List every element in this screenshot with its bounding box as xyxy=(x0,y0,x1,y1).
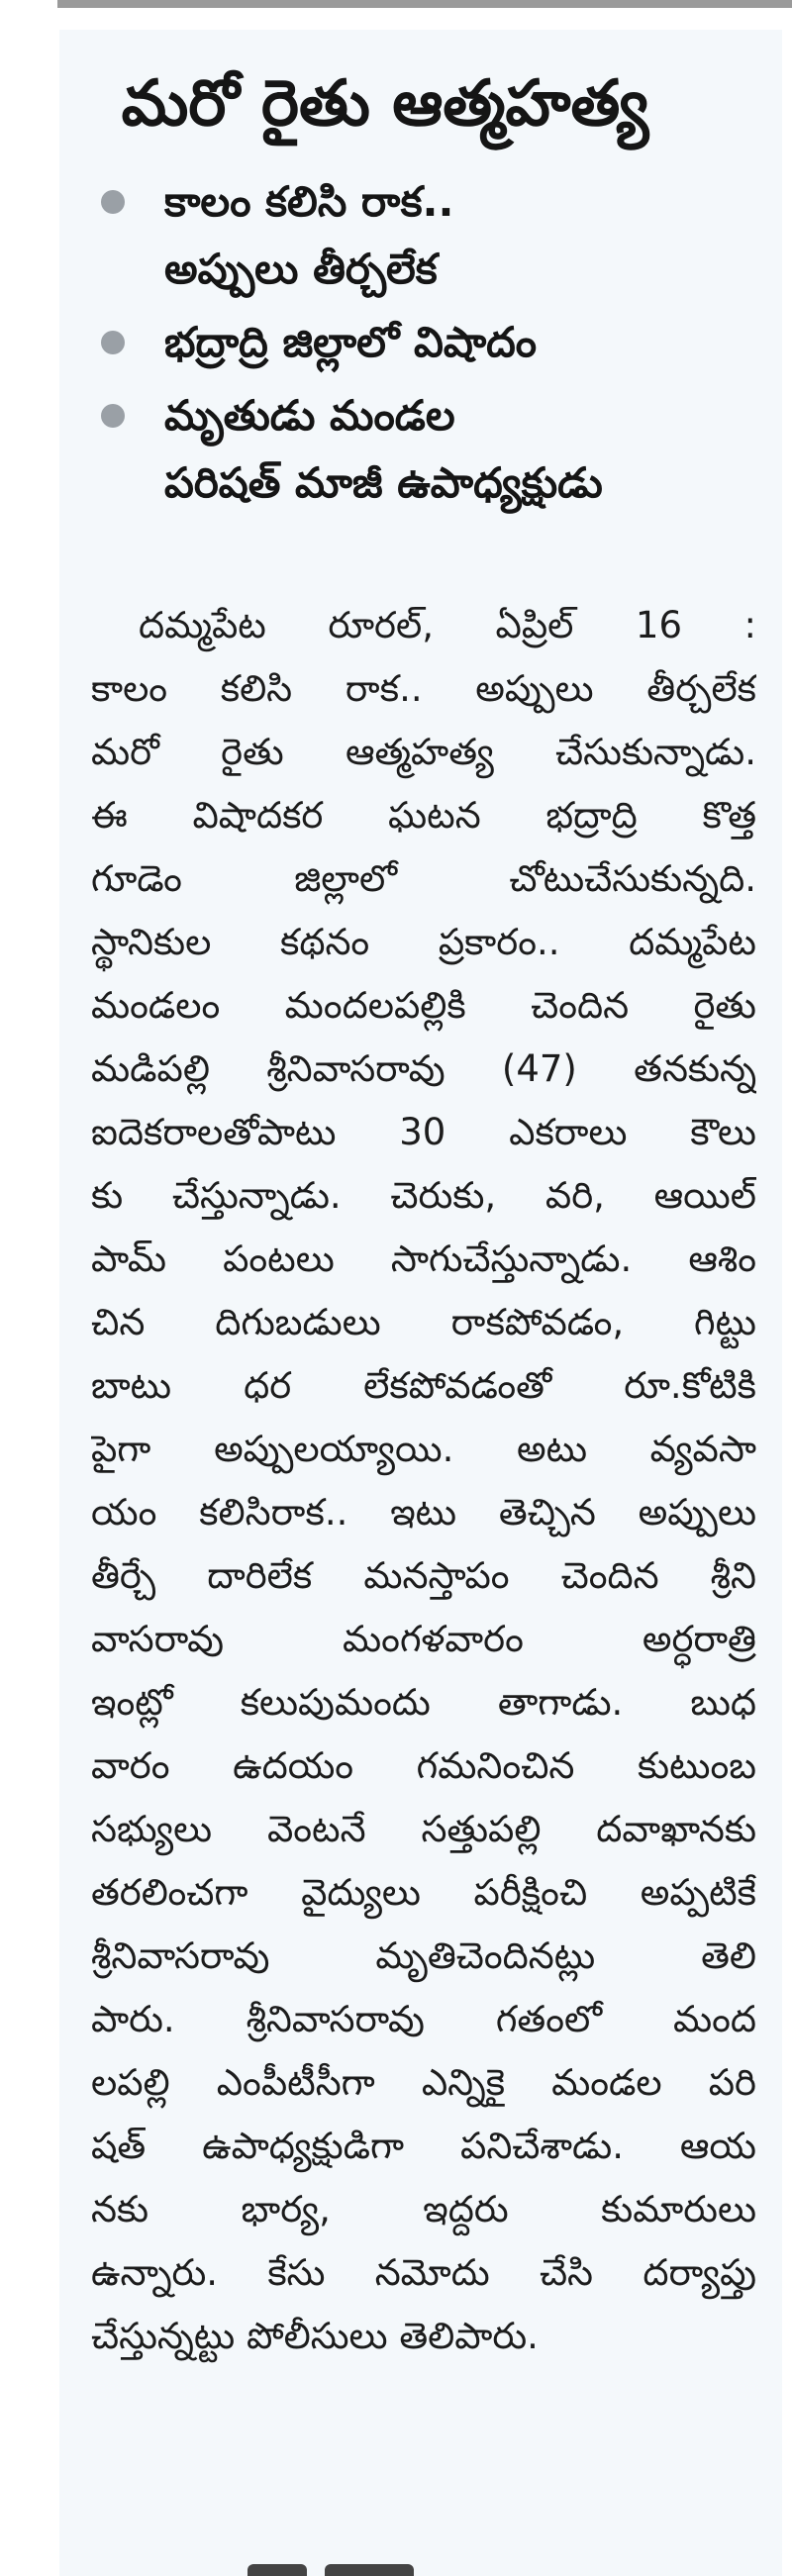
bullet-dot-icon xyxy=(101,190,125,214)
subheadline-line: పరిషత్ మాజీ ఉపాధ్యక్షుడు xyxy=(164,458,603,507)
body-line: వారం ఉదయం గమనించిన కుటుంబ xyxy=(91,1744,756,1787)
bullet-dot-icon xyxy=(101,331,125,354)
body-line: ఐదెకరాలతోపాటు 30 ఎకరాలు కౌలు xyxy=(91,1111,756,1153)
body-line: సభ్యులు వెంటనే సత్తుపల్లి దవాఖానకు xyxy=(91,1808,756,1850)
subheadline-line: కాలం కలిసి రాక.. xyxy=(164,177,454,226)
body-line: కు చేస్తున్నాడు. చెరుకు, వరి, ఆయిల్ xyxy=(91,1174,756,1217)
body-line: కాలం కలిసి రాక.. అప్పులు తీర్చలేక xyxy=(91,667,756,710)
body-line: పారు. శ్రీనివాసరావు గతంలో మంద xyxy=(91,1998,756,2040)
top-divider xyxy=(57,0,792,8)
body-line: తరలించగా వైద్యులు పరీక్షించి అప్పటికే xyxy=(91,1871,756,1914)
body-line: తీర్చే దారిలేక మనస్తాపం చెందిన శ్రీని xyxy=(91,1554,756,1597)
body-line: శ్రీనివాసరావు మృతిచెందినట్లు తెలి xyxy=(91,1934,756,1977)
bullet-dot-icon xyxy=(101,404,125,428)
body-line: షత్ ఉపాధ్యక్షుడిగా పనిచేశాడు. ఆయ xyxy=(91,2125,756,2167)
subheadline-line: భద్రాద్రి జిల్లాలో విషాదం xyxy=(164,318,538,366)
article-headline: మరో రైతు ఆత్మహత్య xyxy=(121,67,649,141)
body-line: మండలం మందలపల్లికి చెందిన రైతు xyxy=(91,984,756,1027)
body-line: మడిపల్లి శ్రీనివాసరావు (47) తనకున్న xyxy=(91,1047,756,1090)
body-line: స్థానికుల కథనం ప్రకారం.. దమ్మపేట xyxy=(91,921,756,963)
body-line: బాటు ధర లేకపోవడంతో రూ.కోటికి xyxy=(91,1364,756,1407)
body-line: పామ్ పంటలు సాగుచేస్తున్నాడు. ఆశిం xyxy=(91,1238,756,1280)
body-line: మరో రైతు ఆత్మహత్య చేసుకున్నాడు. xyxy=(91,731,756,773)
body-line: చేస్తున్నట్టు పోలీసులు తెలిపారు. xyxy=(91,2315,539,2357)
body-line: ఉన్నారు. కేసు నమోదు చేసి దర్యాప్తు xyxy=(91,2251,756,2294)
body-line: పైగా అప్పులయ్యాయి. అటు వ్యవసా xyxy=(91,1428,756,1470)
body-line: యం కలిసిరాక.. ఇటు తెచ్చిన అప్పులు xyxy=(91,1491,756,1534)
subheadline-item xyxy=(69,382,762,517)
body-line: నకు భార్య, ఇద్దరు కుమారులు xyxy=(91,2188,756,2230)
body-line: ఈ విషాదకర ఘటన భద్రాద్రి కొత్త xyxy=(91,794,756,837)
body-line: ఇంట్లో కలుపుమందు తాగాడు. బుధ xyxy=(91,1681,756,1724)
subheadline-item xyxy=(69,309,762,376)
next-article-fragment xyxy=(248,2564,485,2576)
article-body xyxy=(91,594,756,2368)
subheadline-line: మృతుడు మండల xyxy=(164,391,455,440)
body-line: లపల్లి ఎంపీటీసీగా ఎన్నికై మండల పరి xyxy=(91,2061,756,2104)
body-line: వాసరావు మంగళవారం అర్ధరాత్రి xyxy=(91,1618,756,1660)
subheadline-line: అప్పులు తీర్చలేక xyxy=(164,245,438,293)
subheadline-list xyxy=(69,168,762,523)
body-line: చిన దిగుబడులు రాకపోవడం, గిట్టు xyxy=(91,1301,756,1343)
body-line: దమ్మపేట రూరల్, ఏప్రిల్ 16 : xyxy=(139,604,756,646)
cut-off-glyph xyxy=(248,2564,307,2576)
body-line: గూడెం జిల్లాలో చోటుచేసుకున్నది. xyxy=(91,857,756,900)
cut-off-glyph xyxy=(325,2564,414,2576)
subheadline-item xyxy=(69,168,762,303)
